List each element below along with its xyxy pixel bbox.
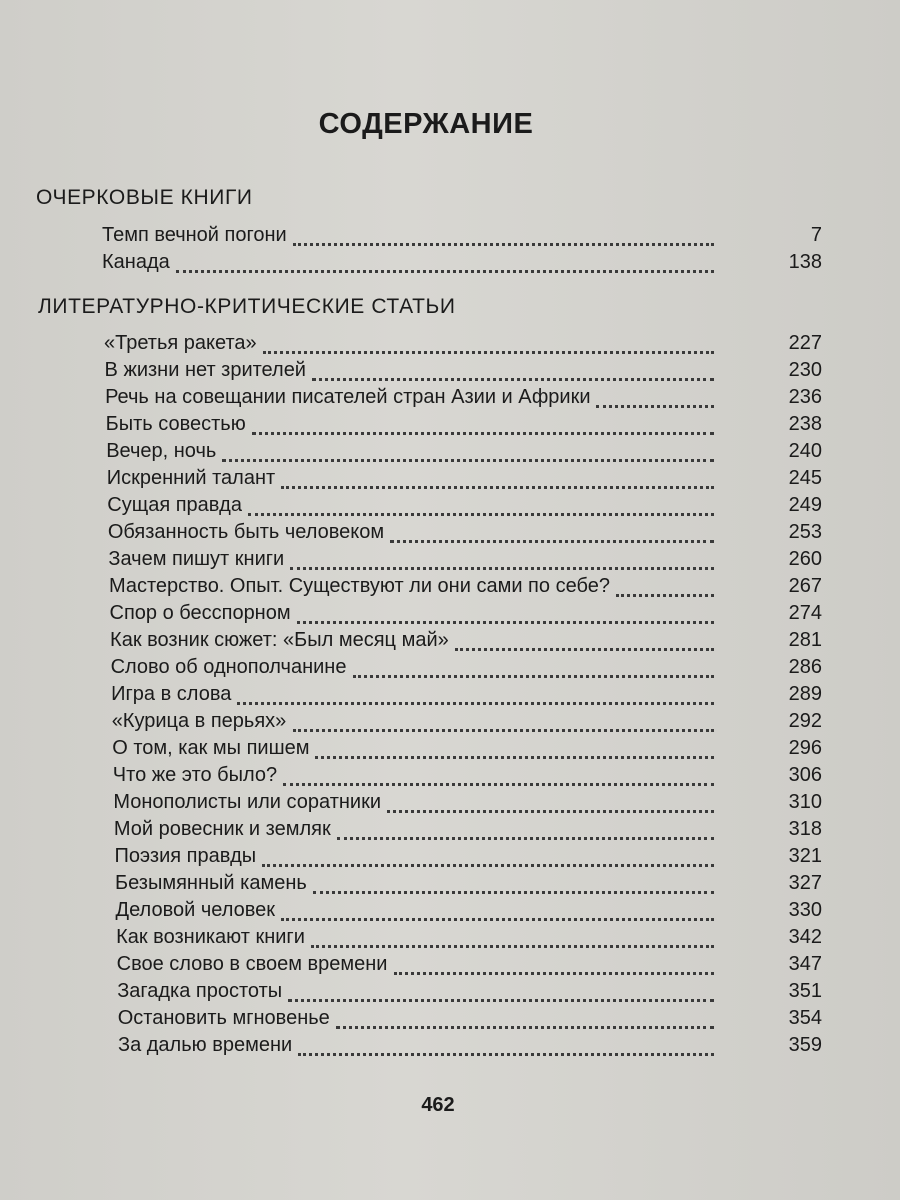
toc-entry-title: Зачем пишут книги <box>108 548 285 570</box>
toc-entry <box>104 762 822 789</box>
toc-leader-dots <box>312 378 714 381</box>
toc-leader-dots <box>390 540 714 543</box>
toc-entry <box>104 600 822 627</box>
toc-entry <box>104 897 822 924</box>
toc-entry-title: Речь на совещании писателей стран Азии и Африки <box>105 386 591 408</box>
toc-entry <box>104 573 822 600</box>
toc-leader-dots <box>288 999 714 1002</box>
page-title: СОДЕРЖАНИЕ <box>318 108 534 140</box>
toc-entry-page: 318 <box>788 818 822 840</box>
toc-entry-title: Быть совестью <box>105 413 246 435</box>
toc-entry-page: 240 <box>788 440 822 462</box>
toc-entry-title: Канада <box>102 251 170 273</box>
toc-entry-title: «Третья ракета» <box>104 332 257 354</box>
toc-leader-dots <box>283 783 714 786</box>
toc-entry <box>102 249 822 276</box>
toc-entry-page: 274 <box>788 602 822 624</box>
toc-entry-page: 245 <box>788 467 822 489</box>
toc-entry-title: Игра в слова <box>111 683 232 705</box>
toc-leader-dots <box>387 810 714 813</box>
toc-entry-page: 342 <box>788 926 822 948</box>
toc-entry <box>104 330 822 357</box>
toc-entry-title: Как возникают книги <box>116 926 305 948</box>
toc-entry-title: Деловой человек <box>115 899 275 921</box>
toc-entry-title: Обязанность быть человеком <box>107 521 385 543</box>
toc-entry-title: За далью времени <box>118 1034 293 1056</box>
toc-entry-page: 292 <box>788 710 822 732</box>
toc-entry <box>104 870 822 897</box>
toc-entry-title: Свое слово в своем времени <box>116 953 388 975</box>
toc-entry <box>104 951 822 978</box>
toc-entry <box>104 492 822 519</box>
toc-entry-title: Вечер, ночь <box>106 440 217 462</box>
toc-entry-page: 267 <box>788 575 822 597</box>
toc-entry-page: 310 <box>788 791 822 813</box>
toc-leader-dots <box>248 513 714 516</box>
toc-entry-title: Поэзия правды <box>114 845 257 867</box>
toc-entry-title: Безымянный камень <box>115 872 307 894</box>
toc-leader-dots <box>394 972 714 975</box>
toc-entry-page: 281 <box>788 629 822 651</box>
toc-entry-page: 296 <box>788 737 822 759</box>
toc-leader-dots <box>298 1053 714 1056</box>
toc-entry <box>104 789 822 816</box>
toc-entry-page: 227 <box>788 332 822 354</box>
toc-entry-title: Мой ровесник и земляк <box>113 818 331 840</box>
toc-entry-page: 249 <box>788 494 822 516</box>
toc-entry-page: 327 <box>788 872 822 894</box>
toc-entry-title: Искренний талант <box>106 467 276 489</box>
toc-entry-title: Что же это было? <box>112 764 278 786</box>
toc-entry-title: Темп вечной погони <box>102 224 287 246</box>
page-number: 462 <box>421 1094 455 1116</box>
toc-entry-page: 230 <box>788 359 822 381</box>
toc-entry <box>104 411 822 438</box>
toc-entry <box>104 978 822 1005</box>
toc-entry <box>104 1005 822 1032</box>
toc-entry-title: Спор о бесспорном <box>109 602 291 624</box>
toc-leader-dots <box>281 486 714 489</box>
toc-entry-title: «Курица в перьях» <box>111 710 287 732</box>
toc-entry-title: В жизни нет зрителей <box>104 359 306 381</box>
toc-leader-dots <box>616 594 714 597</box>
toc-entry <box>104 654 822 681</box>
toc-entry-page: 347 <box>788 953 822 975</box>
toc-entry <box>104 681 822 708</box>
toc-entry-page: 260 <box>788 548 822 570</box>
toc-leader-dots <box>337 837 714 840</box>
toc-entry-page: 359 <box>788 1034 822 1056</box>
toc-entry <box>104 708 822 735</box>
toc-entry <box>104 384 822 411</box>
toc-entry-page: 354 <box>788 1007 822 1029</box>
toc-entry-page: 351 <box>788 980 822 1002</box>
toc-leader-dots <box>315 756 714 759</box>
toc-leader-dots <box>297 621 714 624</box>
toc-entry <box>104 627 822 654</box>
toc-entry-title: Как возник сюжет: «Был месяц май» <box>110 629 449 651</box>
toc-entry-page: 7 <box>810 224 822 246</box>
section-heading-sketch-books: ОЧЕРКОВЫЕ КНИГИ <box>36 186 253 209</box>
toc-entry <box>104 843 822 870</box>
toc-entry-title: О том, как мы пишем <box>112 737 310 759</box>
toc-list-critical-articles <box>104 330 822 1059</box>
toc-entry-page: 238 <box>788 413 822 435</box>
toc-entry-page: 306 <box>788 764 822 786</box>
toc-entry <box>102 222 822 249</box>
toc-leader-dots <box>336 1026 714 1029</box>
toc-leader-dots <box>455 648 714 651</box>
toc-entry-title: Слово об однополчанине <box>110 656 347 678</box>
toc-entry <box>104 546 822 573</box>
toc-entry-page: 330 <box>788 899 822 921</box>
toc-list-sketch-books <box>102 222 822 276</box>
toc-entry-title: Мастерство. Опыт. Существуют ли они сами по себе? <box>108 575 610 597</box>
toc-leader-dots <box>293 729 714 732</box>
toc-entry <box>104 816 822 843</box>
toc-leader-dots <box>290 567 714 570</box>
toc-entry <box>104 924 822 951</box>
toc-leader-dots <box>263 351 714 354</box>
toc-entry <box>104 465 822 492</box>
toc-leader-dots <box>293 243 714 246</box>
toc-entry <box>104 1032 822 1059</box>
toc-leader-dots <box>313 891 714 894</box>
toc-entry-title: Сущая правда <box>107 494 242 516</box>
toc-entry <box>104 519 822 546</box>
toc-entry <box>104 357 822 384</box>
toc-leader-dots <box>281 918 714 921</box>
toc-entry <box>104 438 822 465</box>
toc-leader-dots <box>252 432 714 435</box>
toc-entry-title: Монополисты или соратники <box>113 791 381 813</box>
toc-leader-dots <box>262 864 714 867</box>
toc-leader-dots <box>596 405 714 408</box>
toc-leader-dots <box>311 945 714 948</box>
toc-entry-page: 289 <box>788 683 822 705</box>
toc-entry-title: Остановить мгновенье <box>117 1007 330 1029</box>
toc-entry-page: 138 <box>788 251 822 273</box>
toc-entry-page: 253 <box>788 521 822 543</box>
toc-entry-page: 236 <box>788 386 822 408</box>
toc-leader-dots <box>176 270 714 273</box>
toc-leader-dots <box>237 702 714 705</box>
toc-entry-page: 321 <box>788 845 822 867</box>
toc-entry-page: 286 <box>788 656 822 678</box>
toc-leader-dots <box>353 675 714 678</box>
section-heading-critical-articles: ЛИТЕРАТУРНО-КРИТИЧЕСКИЕ СТАТЬИ <box>38 295 456 318</box>
toc-entry <box>104 735 822 762</box>
toc-entry-title: Загадка простоты <box>117 980 283 1002</box>
toc-leader-dots <box>222 459 714 462</box>
